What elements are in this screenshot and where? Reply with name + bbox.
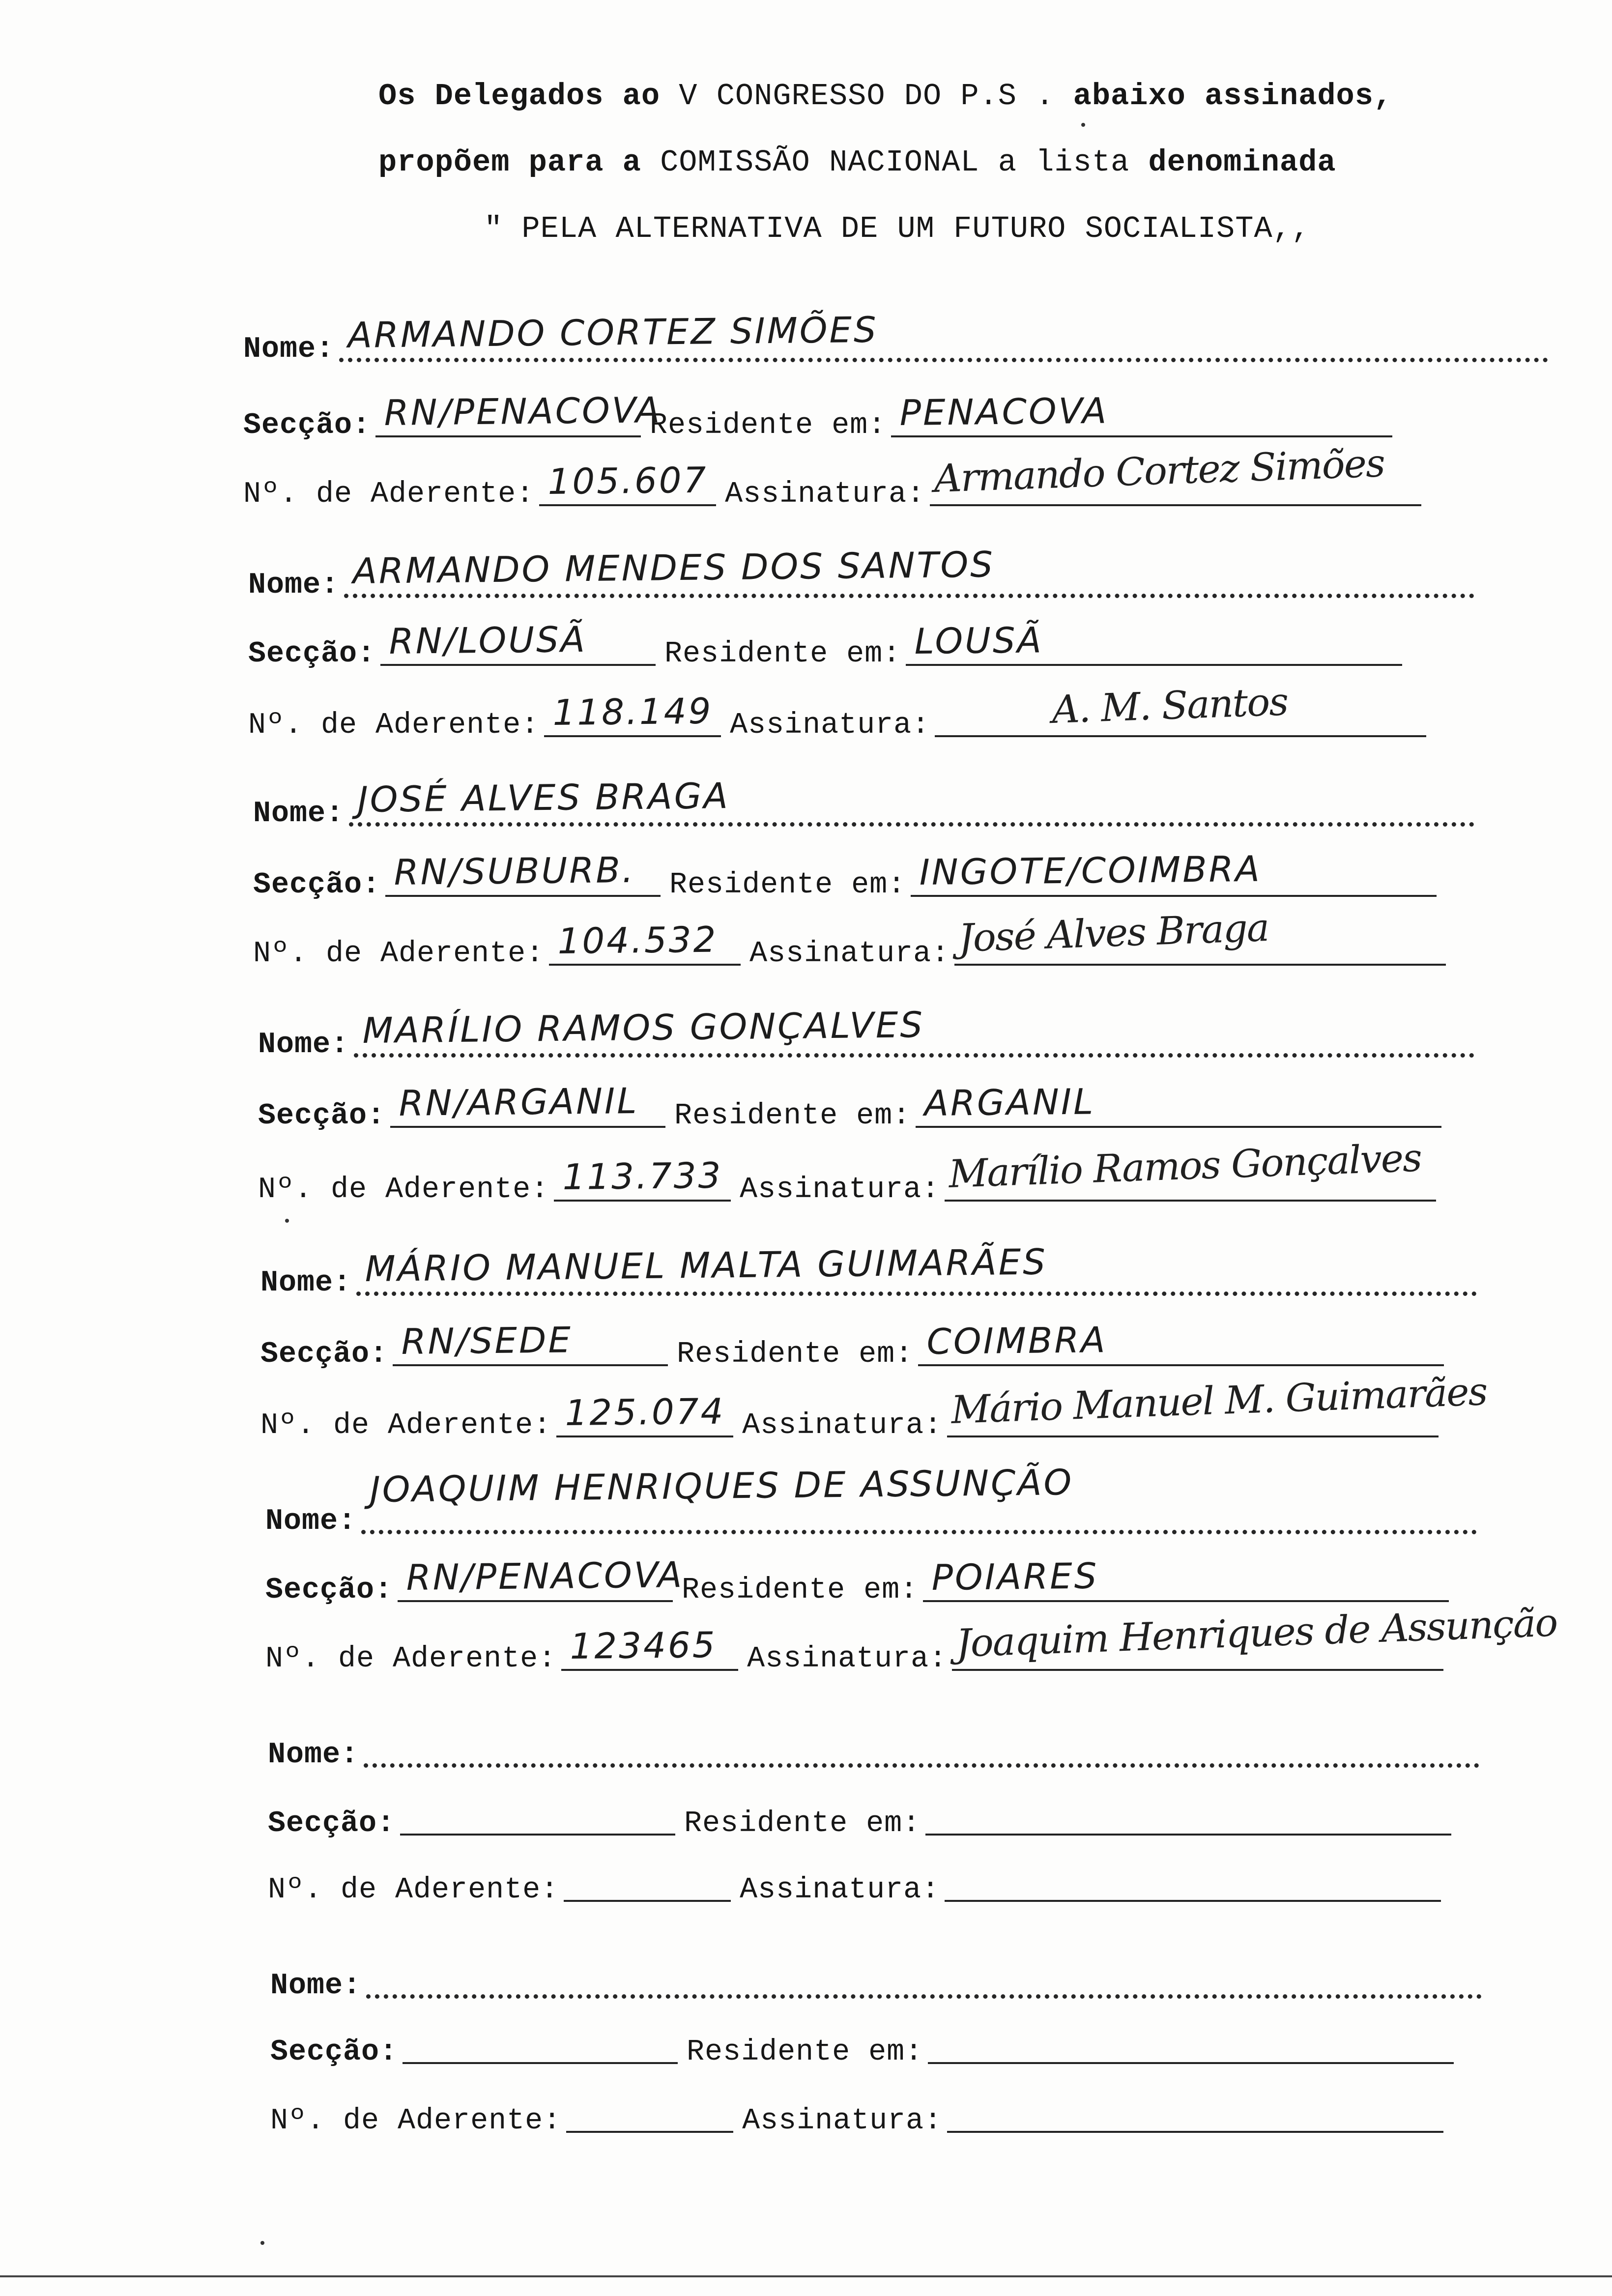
aderente-label: Nº. de Aderente: [253,937,545,971]
assinatura-field[interactable] [947,1369,1488,1437]
entry-3-aderente-row [253,906,1455,971]
entry-3-seccao-row [253,848,1445,902]
nome-label: Nome: [265,1505,357,1538]
nome-field[interactable] [339,309,1548,362]
aderente-label: Nº. de Aderente: [268,1873,559,1907]
entry-4-seccao-row [258,1080,1450,1133]
residente-field[interactable] [918,1319,1444,1366]
residente-value: POIARES [931,1555,1099,1598]
entry-3-nome-row [253,775,1483,831]
entry-5-seccao-row [260,1319,1453,1371]
nome-field[interactable] [361,1462,1477,1534]
assinatura-field[interactable] [945,1861,1441,1902]
nome-field[interactable] [344,544,1474,598]
residente-label: Residente em: [684,1807,921,1840]
residente-field[interactable] [923,1555,1449,1602]
header-line-1-c: abaixo assinados, [1073,79,1393,114]
nome-label: Nome: [253,797,345,831]
nome-label: Nome: [268,1738,359,1772]
header-line-2-c: denominada [1148,145,1336,180]
residente-value: COIMBRA [926,1319,1108,1362]
aderente-field[interactable] [556,1390,733,1437]
nome-value: ARMANDO CORTEZ SIMÕES [347,309,879,356]
seccao-value: RN/LOUSÃ [389,618,587,662]
aderente-label: Nº. de Aderente: [270,2104,562,2138]
seccao-field[interactable] [375,389,662,437]
assinatura-label: Assinatura: [742,1409,943,1442]
entry-2-nome-row [248,544,1483,602]
seccao-value: RN/PENACOVA [384,389,662,433]
residente-label: Residente em: [650,409,887,442]
seccao-field[interactable] [380,618,656,666]
nome-label: Nome: [248,569,340,602]
header-line-2-a: propõem para a [378,145,641,180]
assinatura-field[interactable] [935,680,1426,737]
entry-1-seccao-row [243,389,1401,442]
entry-1-aderente-row [243,441,1430,511]
residente-label: Residente em: [677,1338,914,1371]
entry-2-aderente-row [248,680,1435,742]
seccao-label: Secção: [253,868,381,902]
seccao-value: RN/SEDE [401,1319,573,1362]
residente-label: Residente em: [687,2036,923,2069]
seccao-field[interactable] [400,1794,675,1836]
entry-7-seccao-row [268,1796,1460,1840]
residente-field[interactable] [928,2023,1454,2064]
seccao-label: Secção: [270,2036,398,2069]
entry-6-aderente-row [265,1601,1558,1676]
assinatura-signature: A. M. Santos [1051,680,1289,732]
residente-value: INGOTE/COIMBRA [919,848,1262,893]
scan-edge-line [0,2275,1612,2277]
entry-4-nome-row [258,1004,1483,1062]
aderente-value: 104.532 [557,918,718,962]
seccao-field[interactable] [398,1554,684,1602]
seccao-field[interactable] [403,2023,678,2064]
header-line-2-b: COMISSÃO NACIONAL a lista [641,145,1149,180]
entry-6-seccao-row [265,1554,1458,1607]
seccao-label: Secção: [260,1338,388,1371]
residente-field[interactable] [906,619,1402,666]
assinatura-label: Assinatura: [747,1642,948,1676]
header-line-1-a: Os Delegados ao [378,79,661,114]
residente-value: LOUSÃ [914,619,1044,662]
nome-field[interactable] [354,1004,1474,1058]
seccao-label: Secção: [243,409,371,442]
nome-label: Nome: [270,1969,362,2003]
entry-5-aderente-row [260,1369,1488,1442]
header-line-1-b: V CONGRESSO DO P.S . [660,79,1073,114]
seccao-label: Secção: [258,1099,386,1133]
residente-label: Residente em: [674,1099,911,1133]
assinatura-signature: Armando Cortez Simões [933,441,1385,501]
aderente-field[interactable] [554,1154,731,1202]
aderente-label: Nº. de Aderente: [243,478,535,511]
seccao-field[interactable] [393,1319,668,1366]
assinatura-signature: Marílio Ramos Gonçalves [948,1136,1422,1197]
assinatura-field[interactable] [930,441,1421,506]
assinatura-label: Assinatura: [742,2104,943,2138]
residente-field[interactable] [911,848,1437,897]
assinatura-field[interactable] [954,906,1446,966]
residente-field[interactable] [891,390,1392,437]
header-line-2 [378,145,1336,180]
residente-value: PENACOVA [899,390,1109,433]
nome-label: Nome: [243,333,335,366]
nome-label: Nome: [260,1266,352,1300]
nome-field[interactable] [356,1241,1477,1296]
residente-value: ARGANIL [924,1081,1095,1124]
assinatura-label: Assinatura: [749,937,950,971]
aderente-value: 125.074 [565,1390,725,1434]
scan-speck [260,2241,264,2245]
entry-8-seccao-row [270,2025,1463,2069]
nome-value: JOSÉ ALVES BRAGA [357,775,730,820]
entry-8-nome-row [270,1958,1491,2003]
assinatura-label: Assinatura: [740,1873,940,1907]
assinatura-label: Assinatura: [725,478,925,511]
residente-label: Residente em: [669,868,906,902]
aderente-label: Nº. de Aderente: [258,1173,549,1206]
seccao-label: Secção: [265,1574,393,1607]
nome-field[interactable] [349,775,1474,827]
seccao-field[interactable] [385,849,661,897]
seccao-label: Secção: [268,1807,396,1840]
aderente-value: 123465 [570,1624,717,1667]
aderente-label: Nº. de Aderente: [248,709,540,742]
entry-7-aderente-row [268,1863,1450,1907]
aderente-value: 105.607 [547,459,708,502]
entry-1-nome-row [243,309,1557,366]
aderente-value: 118.149 [552,690,713,733]
residente-field[interactable] [916,1081,1441,1128]
seccao-label: Secção: [248,637,376,671]
seccao-value: RN/ARGANIL [399,1080,639,1124]
assinatura-signature: José Alves Braga [958,906,1269,961]
aderente-field[interactable] [561,1624,738,1671]
entry-4-aderente-row [258,1136,1445,1206]
entry-7-nome-row [268,1727,1488,1772]
aderente-field[interactable] [566,2092,733,2133]
aderente-label: Nº. de Aderente: [265,1642,557,1676]
aderente-value: 113.733 [562,1154,723,1198]
scan-speck [1081,123,1085,127]
assinatura-label: Assinatura: [740,1173,940,1206]
seccao-value: RN/SUBURB. [394,849,635,893]
seccao-field[interactable] [390,1080,665,1128]
aderente-field[interactable] [539,459,716,506]
entry-5-nome-row [260,1241,1486,1300]
header-line-3: " PELA ALTERNATIVA DE UM FUTURO SOCIALISTA,, [484,211,1311,246]
entry-8-aderente-row [270,2094,1452,2138]
assinatura-signature: Mário Manuel M. Guimarães [950,1369,1488,1433]
entry-6-nome-row [265,1462,1486,1538]
nome-label: Nome: [258,1028,349,1062]
aderente-field[interactable] [549,918,741,966]
residente-label: Residente em: [682,1574,919,1607]
entry-2-seccao-row [248,618,1411,671]
assinatura-signature: Joaquim Henriques de Assunção [955,1601,1558,1666]
nome-value: MÁRIO MANUEL MALTA GUIMARÃES [365,1241,1048,1290]
nome-value: JOAQUIM HENRIQUES DE ASSUNÇÃO [370,1462,1074,1510]
residente-label: Residente em: [664,637,901,671]
nome-value: MARÍLIO RAMOS GONÇALVES [362,1004,925,1051]
assinatura-field[interactable] [947,2092,1443,2133]
assinatura-label: Assinatura: [730,709,930,742]
assinatura-field[interactable] [952,1601,1558,1671]
residente-field[interactable] [925,1794,1451,1836]
nome-field[interactable] [364,1724,1479,1768]
header-line-1 [378,79,1392,114]
scan-speck [285,1219,289,1223]
assinatura-field[interactable] [945,1136,1436,1202]
nome-field[interactable] [366,1955,1482,1999]
nome-value: ARMANDO MENDES DOS SANTOS [352,544,995,592]
aderente-field[interactable] [564,1861,731,1902]
seccao-value: RN/PENACOVA [406,1554,684,1598]
aderente-label: Nº. de Aderente: [260,1409,552,1442]
aderente-field[interactable] [544,690,721,737]
